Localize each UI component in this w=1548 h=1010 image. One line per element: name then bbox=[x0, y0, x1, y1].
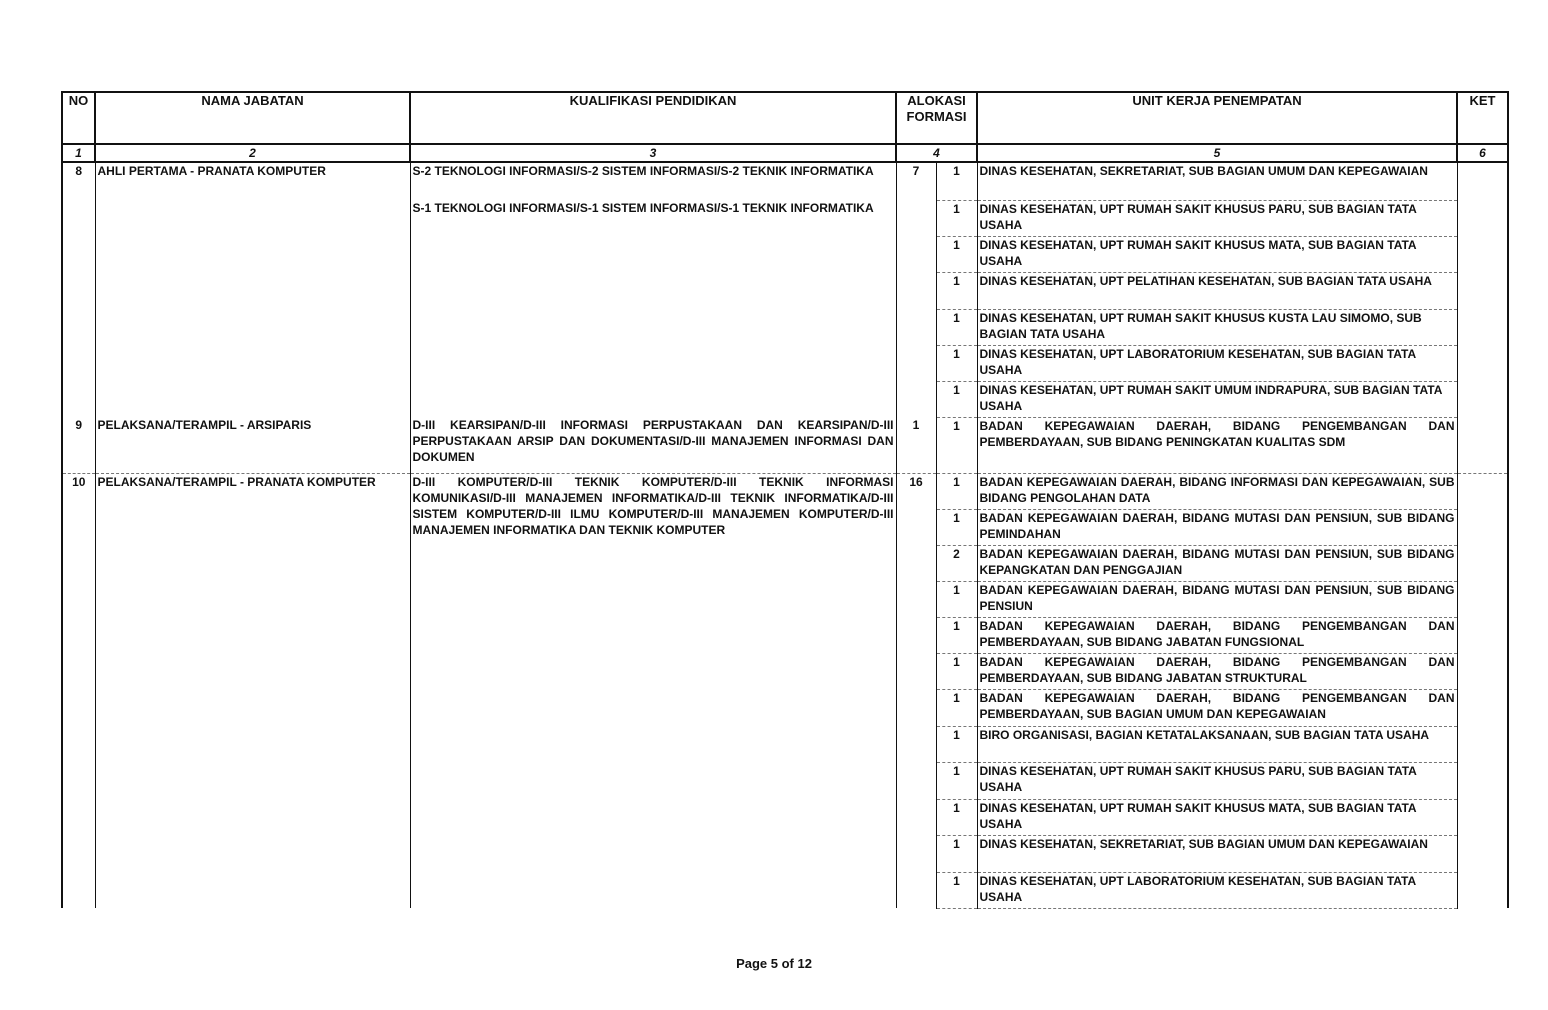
keterangan bbox=[1457, 162, 1508, 417]
alokasi-qty: 1 bbox=[936, 799, 977, 835]
unit-kerja: DINAS KESEHATAN, UPT RUMAH SAKIT KHUSUS KUSTA LAU SIMOMO, SUB BAGIAN TATA USAHA bbox=[977, 309, 1457, 345]
formasi-table bbox=[61, 91, 1509, 909]
nama-jabatan: PELAKSANA/TERAMPIL - PRANATA KOMPUTER bbox=[95, 473, 410, 908]
nama-jabatan: PELAKSANA/TERAMPIL - ARSIPARIS bbox=[95, 417, 410, 473]
unit-kerja: BADAN KEPEGAWAIAN DAERAH, BIDANG MUTASI DAN PENSIUN, SUB BIDANG PEMINDAHAN bbox=[977, 509, 1457, 545]
unit-kerja: BADAN KEPEGAWAIAN DAERAH, BIDANG PENGEMBANGAN DAN PEMBERDAYAAN, SUB BIDANG JABATAN STRUKTURAL bbox=[977, 653, 1457, 689]
header-unit-kerja: UNIT KERJA PENEMPATAN bbox=[977, 92, 1457, 144]
unit-kerja: BIRO ORGANISASI, BAGIAN KETATALAKSANAAN, SUB BAGIAN TATA USAHA bbox=[977, 726, 1457, 762]
unit-kerja: BADAN KEPEGAWAIAN DAERAH, BIDANG INFORMASI DAN KEPEGAWAIAN, SUB BIDANG PENGOLAHAN DATA bbox=[977, 473, 1457, 509]
nama-jabatan: AHLI PERTAMA - PRANATA KOMPUTER bbox=[95, 162, 410, 417]
alokasi-qty: 1 bbox=[936, 162, 977, 200]
header-ket: KET bbox=[1457, 92, 1508, 144]
alokasi-total: 16 bbox=[896, 473, 936, 908]
table-row bbox=[62, 417, 1508, 473]
unit-kerja: DINAS KESEHATAN, UPT LABORATORIUM KESEHATAN, SUB BAGIAN TATA USAHA bbox=[977, 345, 1457, 381]
keterangan bbox=[1457, 417, 1508, 473]
row-number: 10 bbox=[62, 473, 95, 908]
alokasi-qty: 1 bbox=[936, 473, 977, 509]
header-nama-jabatan: NAMA JABATAN bbox=[95, 92, 410, 144]
col-number-5: 5 bbox=[977, 144, 1457, 162]
unit-kerja: BADAN KEPEGAWAIAN DAERAH, BIDANG PENGEMBANGAN DAN PEMBERDAYAAN, SUB BIDANG JABATAN FUNGSIONAL bbox=[977, 617, 1457, 653]
unit-kerja: BADAN KEPEGAWAIAN DAERAH, BIDANG PENGEMBANGAN DAN PEMBERDAYAAN, SUB BIDANG PENINGKATAN KUALITAS SDM bbox=[977, 417, 1457, 473]
header-kualifikasi: KUALIFIKASI PENDIDIKAN bbox=[410, 92, 896, 144]
alokasi-total: 1 bbox=[896, 417, 936, 473]
col-number-1: 1 bbox=[62, 144, 95, 162]
unit-kerja: DINAS KESEHATAN, UPT RUMAH SAKIT KHUSUS PARU, SUB BAGIAN TATA USAHA bbox=[977, 762, 1457, 799]
unit-kerja: DINAS KESEHATAN, UPT RUMAH SAKIT UMUM INDRAPURA, SUB BAGIAN TATA USAHA bbox=[977, 381, 1457, 417]
kualifikasi-pendidikan: S-2 TEKNOLOGI INFORMASI/S-2 SISTEM INFORMASI/S-2 TEKNIK INFORMATIKA bbox=[410, 162, 896, 200]
col-number-4: 4 bbox=[896, 144, 977, 162]
unit-kerja: DINAS KESEHATAN, UPT PELATIHAN KESEHATAN, SUB BAGIAN TATA USAHA bbox=[977, 272, 1457, 309]
col-number-2: 2 bbox=[95, 144, 410, 162]
alokasi-qty: 1 bbox=[936, 381, 977, 417]
unit-kerja: BADAN KEPEGAWAIAN DAERAH, BIDANG PENGEMBANGAN DAN PEMBERDAYAAN, SUB BAGIAN UMUM DAN KEPEGAWAIAN bbox=[977, 689, 1457, 726]
header-alokasi: ALOKASI FORMASI bbox=[896, 92, 977, 144]
alokasi-qty: 1 bbox=[936, 653, 977, 689]
alokasi-qty: 1 bbox=[936, 617, 977, 653]
table-body bbox=[62, 162, 1508, 908]
alokasi-qty: 1 bbox=[936, 200, 977, 236]
alokasi-qty: 1 bbox=[936, 762, 977, 799]
alokasi-qty: 1 bbox=[936, 272, 977, 309]
kualifikasi-pendidikan: D-III KOMPUTER/D-III TEKNIK KOMPUTER/D-III TEKNIK INFORMASI KOMUNIKASI/D-III MANAJEMEN INFORMATIKA/D-III TEKNIK INFORMATIKA/D-III SISTEM KOMPUTER/D-III ILMU KOMPUTER/D-III MANAJEMEN KOMPUTER/D-III MANAJEMEN INFORMATIKA DAN TEKNIK KOMPUTER bbox=[410, 473, 896, 908]
alokasi-qty: 1 bbox=[936, 417, 977, 473]
alokasi-qty: 1 bbox=[936, 509, 977, 545]
unit-kerja: BADAN KEPEGAWAIAN DAERAH, BIDANG MUTASI DAN PENSIUN, SUB BIDANG KEPANGKATAN DAN PENGGAJIAN bbox=[977, 545, 1457, 581]
alokasi-qty: 1 bbox=[936, 835, 977, 872]
row-number: 8 bbox=[62, 162, 95, 417]
kualifikasi-pendidikan: D-III KEARSIPAN/D-III INFORMASI PERPUSTAKAAN DAN KEARSIPAN/D-III PERPUSTAKAAN ARSIP DAN DOKUMENTASI/D-III MANAJEMEN INFORMASI DAN DOKUMEN bbox=[410, 417, 896, 473]
alokasi-qty: 1 bbox=[936, 345, 977, 381]
row-number: 9 bbox=[62, 417, 95, 473]
alokasi-qty: 1 bbox=[936, 309, 977, 345]
unit-kerja: DINAS KESEHATAN, UPT RUMAH SAKIT KHUSUS MATA, SUB BAGIAN TATA USAHA bbox=[977, 799, 1457, 835]
unit-kerja: DINAS KESEHATAN, UPT LABORATORIUM KESEHATAN, SUB BAGIAN TATA USAHA bbox=[977, 872, 1457, 908]
alokasi-qty: 1 bbox=[936, 726, 977, 762]
table-row bbox=[62, 162, 1508, 200]
page-footer: Page 5 of 12 bbox=[736, 956, 812, 971]
unit-kerja: DINAS KESEHATAN, SEKRETARIAT, SUB BAGIAN UMUM DAN KEPEGAWAIAN bbox=[977, 162, 1457, 200]
unit-kerja: DINAS KESEHATAN, UPT RUMAH SAKIT KHUSUS PARU, SUB BAGIAN TATA USAHA bbox=[977, 200, 1457, 236]
header-no: NO bbox=[62, 92, 95, 144]
col-number-3: 3 bbox=[410, 144, 896, 162]
col-number-6: 6 bbox=[1457, 144, 1508, 162]
alokasi-qty: 1 bbox=[936, 581, 977, 617]
alokasi-qty: 1 bbox=[936, 236, 977, 272]
kualifikasi-pendidikan: S-1 TEKNOLOGI INFORMASI/S-1 SISTEM INFORMASI/S-1 TEKNIK INFORMATIKA bbox=[410, 200, 896, 417]
alokasi-qty: 1 bbox=[936, 872, 977, 908]
keterangan bbox=[1457, 473, 1508, 908]
unit-kerja: DINAS KESEHATAN, SEKRETARIAT, SUB BAGIAN UMUM DAN KEPEGAWAIAN bbox=[977, 835, 1457, 872]
alokasi-qty: 1 bbox=[936, 689, 977, 726]
unit-kerja: BADAN KEPEGAWAIAN DAERAH, BIDANG MUTASI DAN PENSIUN, SUB BIDANG PENSIUN bbox=[977, 581, 1457, 617]
alokasi-qty: 2 bbox=[936, 545, 977, 581]
table-row bbox=[62, 473, 1508, 509]
unit-kerja: DINAS KESEHATAN, UPT RUMAH SAKIT KHUSUS MATA, SUB BAGIAN TATA USAHA bbox=[977, 236, 1457, 272]
alokasi-total: 7 bbox=[896, 162, 936, 417]
